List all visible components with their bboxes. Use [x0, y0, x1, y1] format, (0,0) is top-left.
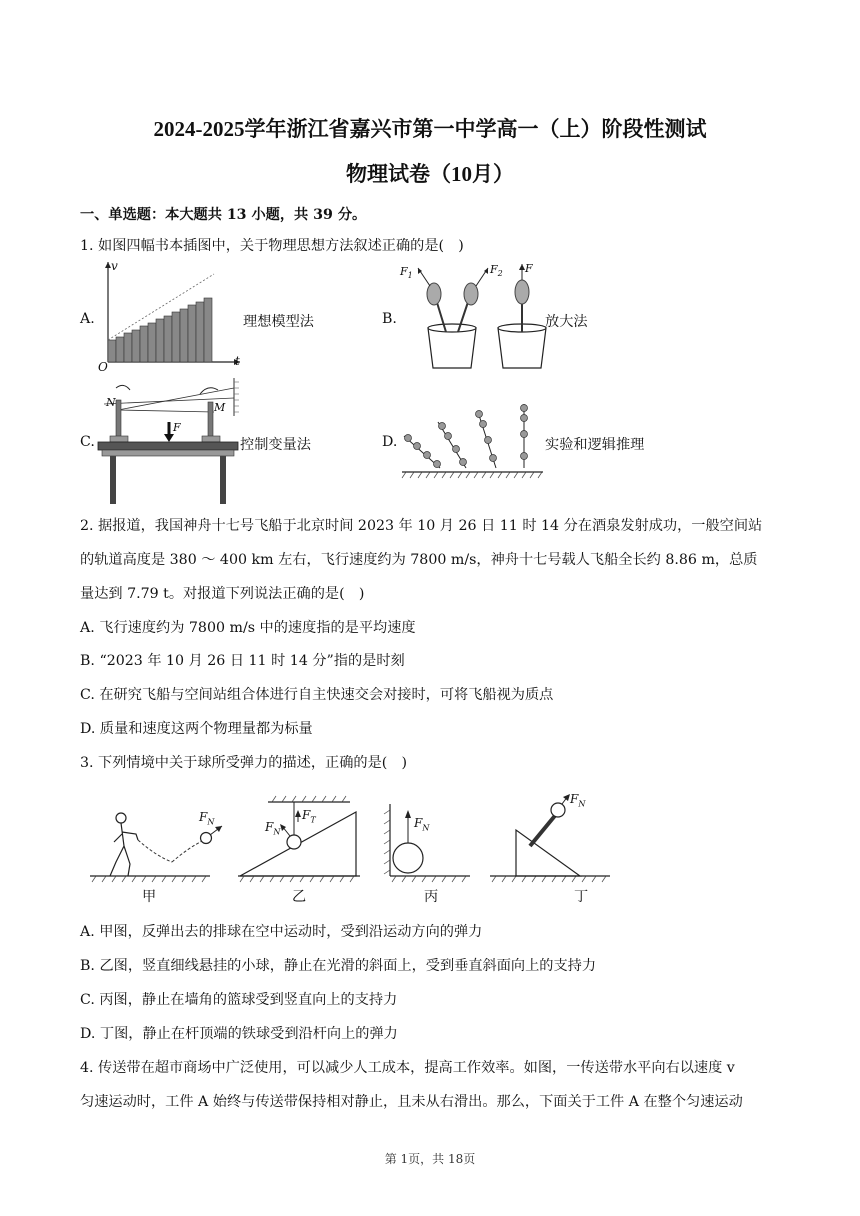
q3-label-jia: 甲: [142, 889, 157, 905]
q1-a-axis-v: v: [111, 259, 118, 273]
q3-option-a: A. 甲图，反弹出去的排球在空中运动时，受到沿运动方向的弹力: [80, 924, 483, 940]
q3-ding-label-fn: $F_N$: [570, 792, 586, 809]
q3-option-c: C. 丙图，静止在墙角的篮球受到竖直向上的支持力: [80, 992, 398, 1008]
q3-option-d: D. 丁图，静止在杆顶端的铁球受到沿杆向上的弹力: [80, 1026, 398, 1042]
q1-option-a-text: 理想模型法: [243, 314, 314, 330]
q2-option-d: D. 质量和速度这两个物理量都为标量: [80, 721, 313, 737]
q1-option-d-text: 实验和逻辑推理: [545, 437, 645, 453]
q3-option-b: B. 乙图，竖直细线悬挂的小球，静止在光滑的斜面上，受到垂直斜面向上的支持力: [80, 958, 597, 974]
q2-stem-line1: 2. 据报道，我国神舟十七号飞船于北京时间 2023 年 10 月 26 日 11 时 14 分在酒泉发射成功，一般空间站: [80, 518, 763, 534]
q1-figure-c-mirror-table: [96, 376, 241, 506]
q1-b-label-f2: $F_2$: [490, 263, 503, 279]
q2-option-c: C. 在研究飞船与空间站组合体进行自主快速交会对接时，可将飞船视为质点: [80, 687, 554, 703]
q1-option-b-text: 放大法: [545, 314, 588, 330]
q4-stem-line2: 匀速运动时，工件 A 始终与传送带保持相对静止，且未从右滑出。那么，下面关于工件 A 在整个匀速运动: [80, 1094, 743, 1110]
q1-c-label-n: N: [106, 396, 116, 409]
page-footer: 第 1页，共 18页: [384, 1152, 476, 1166]
q2-option-b: B. “2023 年 10 月 26 日 11 时 14 分”指的是时刻: [80, 653, 405, 669]
q1-c-label-m: M: [214, 401, 226, 414]
q3-yi-label-fn: $F_N$: [265, 820, 281, 837]
q1-figure-b-force-on-hands: [400, 262, 560, 372]
q3-stem: 3. 下列情境中关于球所受弹力的描述，正确的是( ): [80, 755, 408, 771]
q1-figure-d-inclined-planes: [400, 400, 545, 480]
q2-stem-line2: 的轨道高度是 380 ～ 400 km 左右，飞行速度约为 7800 m/s，神舟十七号载人飞船全长约 8.86 m，总质: [80, 552, 758, 568]
q1-stem: 1. 如图四幅书本插图中，关于物理思想方法叙述正确的是( ): [80, 238, 464, 254]
q2-option-a: A. 飞行速度约为 7800 m/s 中的速度指的是平均速度: [80, 620, 416, 636]
exam-title-line2: 物理试卷（10月）: [346, 162, 514, 186]
q1-b-label-f1: $F_1$: [400, 265, 413, 281]
q1-option-a-letter: A.: [80, 311, 95, 327]
q1-option-c-text: 控制变量法: [240, 437, 311, 453]
q1-option-c-letter: C.: [80, 434, 95, 450]
q3-bing-label-fn: $F_N$: [414, 816, 430, 833]
q1-b-label-f: F: [525, 262, 533, 275]
exam-title-line1: 2024-2025学年浙江省嘉兴市第一中学高一（上）阶段性测试: [153, 117, 707, 141]
q1-figure-a-vt-graph: [96, 256, 244, 374]
q4-stem-line1: 4. 传送带在超市商场中广泛使用，可以减少人工成本，提高工作效率。如图，一传送带水平向右以速度 v: [80, 1060, 735, 1076]
q1-a-origin: O: [98, 360, 108, 374]
q3-jia-label-fn: $F_N$: [199, 810, 215, 827]
q3-label-ding: 丁: [574, 889, 589, 905]
q3-label-bing: 丙: [424, 889, 439, 905]
q1-a-axis-t: t: [235, 354, 240, 368]
section-header: 一、单选题：本大题共 13 小题，共 39 分。: [80, 207, 367, 223]
q2-stem-line3: 量达到 7.79 t。对报道下列说法正确的是( ): [80, 586, 365, 602]
q3-label-yi: 乙: [292, 889, 307, 905]
q1-c-label-f: F: [173, 421, 181, 434]
q3-yi-label-ft: $F_T$: [302, 808, 316, 825]
q1-option-b-letter: B.: [382, 311, 397, 327]
q1-option-d-letter: D.: [382, 434, 398, 450]
